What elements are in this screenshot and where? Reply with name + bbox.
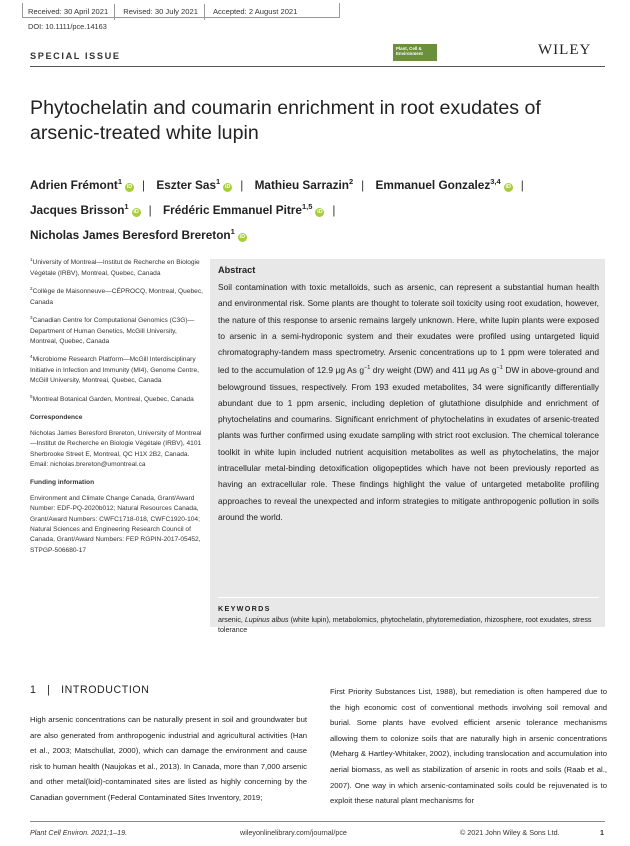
orcid-icon[interactable]: iD bbox=[505, 183, 511, 190]
journal-logo: Plant, Cell & Environment bbox=[393, 44, 437, 61]
author[interactable]: Jacques Brisson$^1$iD bbox=[30, 201, 139, 217]
author[interactable]: Mathieu Sarrazin$^2$ bbox=[254, 177, 354, 192]
page-number: 1 bbox=[600, 828, 604, 837]
affiliation: $^5$Montreal Botanical Garden, Montreal, Quebec, Canada bbox=[30, 393, 194, 403]
revised-date: Revised: 30 July 2021 bbox=[114, 4, 204, 20]
intro-heading: 1 | INTRODUCTION bbox=[30, 684, 150, 696]
orcid-icon[interactable]: iD bbox=[126, 183, 133, 190]
keywords-heading: KEYWORDS bbox=[218, 604, 271, 613]
author[interactable]: Nicholas James Beresford Brereton$^1$iD bbox=[30, 226, 246, 242]
section-label: SPECIAL ISSUE bbox=[30, 51, 121, 61]
author[interactable]: Adrien Frémont$^1$iD bbox=[30, 177, 133, 192]
doi[interactable]: DOI: 10.1111/pce.14163 bbox=[28, 22, 107, 31]
correspondence-text: Nicholas James Beresford Brereton, University of Montreal—Institut de Recherche en Biologie Végétale (IRBV), 4101 Sherbrooke Street E, Montreal, QC H1X 2B2, Canada. bbox=[30, 429, 202, 458]
accepted-date: Accepted: 2 August 2021 bbox=[204, 4, 303, 20]
orcid-icon[interactable]: iD bbox=[224, 183, 231, 190]
history-dates bbox=[22, 4, 303, 20]
intro-column-right: First Priority Substances List, 1988), but remediation is often hampered due to the high economic cost of conventional methods involving soil removal and burial. Some plants have evolved efficient arsenic tolerance mechanisms allowing them to colonize soils that are naturally high in arsenic concentrations (Meharg & Hartley-Whitaker, 2002), including translocation and accumulation into aerial biomass, as well as stabilization of arsenic in roots and soils (Raab et al., 2007). One way in which arsenic-contaminated soils could be rejuvenated is to exploit these natural plant mechanisms for bbox=[330, 687, 607, 806]
author[interactable]: Emmanuel Gonzalez$^{3,4}$iD bbox=[375, 177, 511, 192]
orcid-icon[interactable]: iD bbox=[317, 208, 323, 215]
article-title: Phytochelatin and coumarin enrichment in root exudates of arsenic-treated white lupin bbox=[30, 97, 541, 144]
received-date: Received: 30 April 2021 bbox=[28, 7, 109, 16]
affiliation: $^4$Microbiome Research Platform—McGill Interdisciplinary Initiative in Infection and Immunity (MI4), Genome Centre, McGill University, Montreal, Quebec, Canada bbox=[30, 354, 199, 385]
orcid-icon[interactable]: iD bbox=[133, 208, 139, 215]
footer-citation: Plant Cell Environ. 2021;1–19. bbox=[30, 828, 128, 837]
keywords-rule bbox=[218, 597, 599, 598]
correspondence-email[interactable]: Email: nicholas.brereton@umontreal.ca bbox=[30, 461, 146, 469]
abstract-text: Soil contamination with toxic metalloids, such as arsenic, can represent a substantial human health and environmental risk. Some plants are thought to tolerate soil toxicity using root exudation, however, the nature of this response to arsenic remains largely unknown. Here, white lupin plants were exposed to arsenic in a semi-hydroponic system and their exudates were profiled using untargeted liquid chromatography-tandem mass spectrometry. Arsenic concentrations up to 1 ppm were tolerated and led to the accumulation of 12.9 μg As $g^{-1}$ dry weight (DW) and 411 μg As $g^{-1}$ DW in above-ground and belowground tissues, respectively. From 193 exuded metabolites, 34 were significantly differentially abundant due to 1 ppm arsenic, including depletion of glutathione disulphide and enrichment of phytochelatins and coumarins. Significant enrichment of phytochelatins in exudates of arsenic-treated plants was further confirmed using exudate sampling with strict root exclusion. The chemical tolerance toolkit in white lupin included nutrient acquisition metabolites as well as phytochelatins, the major intracellular metal-binding detoxification oligopeptides which have not been previously reported as having an extracellular role. These findings highlight the value of untargeted metabolite profiling approaches to reveal the unexpected and inform strategies to mitigate anthropogenic pollution in soils around the world. bbox=[218, 282, 600, 522]
author[interactable]: Frédéric Emmanuel Pitre$^{1,5}$iD bbox=[162, 201, 323, 217]
footer-url[interactable]: wileyonlinelibrary.com/journal/pce bbox=[240, 828, 347, 837]
intro-column-left: High arsenic concentrations can be naturally present in soil and groundwater but are also generated from anthropogenic industrial and agricultural activities (Han et al., 2003; Matschullat, 2000), which can damage the environment and cause risk to human health (Naujokas et al., 2013). In Canada, more than 7,000 arsenic and other metal(loid)-contaminated sites are listed as highly concerning by the Canadian government (Federal Contaminated Sites Inventory, 2019; bbox=[30, 715, 307, 802]
top-rule bbox=[30, 66, 605, 67]
affiliation: $^1$University of Montreal—Institut de Recherche en Biologie Végétale (IRBV), Montreal, Quebec, Canada bbox=[30, 257, 200, 277]
orcid-icon[interactable]: iD bbox=[239, 233, 246, 240]
author-list: Adrien Frémont$^1$iD | Eszter Sas$^1$iD | Mathieu Sarrazin$^2$ | Emmanuel Gonzalez$^{3,4}$iD | Jacques Brisson$^1$iD | Frédéric Emmanuel Pitre$^{1,5}$iD | Nicholas James Beresford Brereton$^1$iD bbox=[30, 177, 524, 242]
footer-copyright: © 2021 John Wiley & Sons Ltd. bbox=[460, 828, 560, 837]
affiliation: $^2$Collège de Maisonneuve—CÉPROCQ, Montreal, Quebec, Canada bbox=[30, 286, 203, 306]
funding-text: Environment and Climate Change Canada, Grant/Award Number: EDF-PQ-2020b012; Natural Resources Canada, Grant/Award Numbers: CWFC1718-018, CWFC1920-104; Natural Sciences and Engineering Research Council of Canada, Grant/Award Numbers: FEP RGPIN-2017-05452, STPGP-506680-17 bbox=[30, 494, 201, 554]
affiliation: $^3$Canadian Centre for Computational Genomics (C3G)—Department of Human Genetics, McGill University, Montreal, Quebec, Canada bbox=[30, 315, 195, 345]
footer-rule bbox=[30, 821, 605, 822]
correspondence-heading: Correspondence bbox=[30, 414, 83, 422]
author[interactable]: Eszter Sas$^1$iD bbox=[156, 177, 231, 192]
keywords-text: arsenic, Lupinus albus (white lupin), metabolomics, phytochelatin, phytoremediation, rhizosphere, root exudates, stress tolerance bbox=[218, 616, 592, 634]
abstract-heading: Abstract bbox=[218, 265, 256, 275]
funding-heading: Funding information bbox=[30, 479, 95, 487]
sidebar bbox=[30, 255, 205, 561]
publisher-logo: WILEY bbox=[538, 42, 592, 58]
